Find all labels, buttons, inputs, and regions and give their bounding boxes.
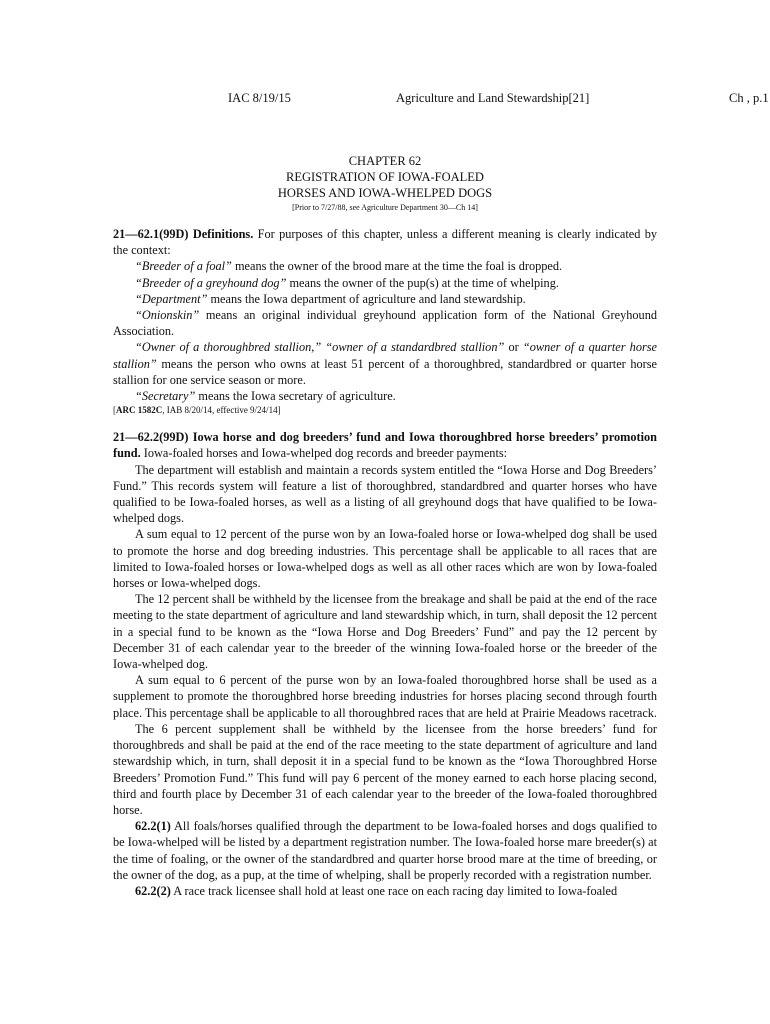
rule-62-2-paragraph-4: A sum equal to 6 percent of the purse won by an Iowa-foaled thoroughbred horse shall be used as a supplement to promote the thoroughbred horse breeding industries for horses placing second through fourth place. This percentage shall be applicable to all thoroughbred races that are held at Prairie Meadows racetrack. <box>113 673 658 720</box>
rule-62-1-heading: 21—62.1(99D) Definitions. <box>113 227 254 241</box>
chapter-title-block <box>113 153 657 214</box>
subrule-62-2-1: 62.2(1) All foals/horses qualified through the department to be Iowa-foaled horses and dogs qualified to be Iowa-whelped will be listed by a department registration number. The Iowa-foaled horse mare breeder(s) at the time of foaling, or the owner of the standardbred and quarter horse brood mare at the time of breeding, or the owner of the dog, as a pup, at the time of whelping, shall be properly recorded with a registration number. <box>113 819 657 882</box>
document-body <box>113 226 657 899</box>
header-page: Ch , p.1 <box>729 91 769 105</box>
rule-62-2-paragraph-5: The 6 percent supplement shall be withheld by the licensee from the horse breeders’ fund for thoroughbreds and shall be paid at the end of the race meeting to the state department of agriculture and land stewardship which, in turn, shall deposit it in a special fund to be known as the “Iowa Thoroughbred Horse Breeders’ Promotion Fund.” This fund will pay 6 percent of the money earned to each horse placing second, third and fourth place by December 31 of each calendar year to the breeder of the Iowa-foaled thoroughbred horse. <box>113 721 657 817</box>
chapter-title-line-2: HORSES AND IOWA-WHELPED DOGS <box>277 186 493 200</box>
header-date: IAC 8/19/15 <box>228 91 291 105</box>
chapter-history-note: [Prior to 7/27/88, see Agriculture Department 30—Ch 14] <box>292 203 478 212</box>
definition-owner-of-stallion: “Owner of a thoroughbred stallion,” “owner of a standardbred stallion” or “owner of a quarter horse stallion” means the person who owns at least 51 percent of a thoroughbred, standardbred or quarter horse stallion for one service season or more. <box>113 340 657 387</box>
chapter-number: CHAPTER 62 <box>348 154 422 168</box>
rule-62-2-paragraph-2: A sum equal to 12 percent of the purse won by an Iowa-foaled horse or Iowa-whelped dog shall be used to promote the horse and dog breeding industries. This percentage shall be applicable to all races that are limited to Iowa-foaled horses or Iowa-whelped dogs as well as all other races which are won by Iowa-foaled horses or Iowa-whelped dogs. <box>113 527 657 591</box>
definition-secretary: “Secretary” means the Iowa secretary of agriculture. <box>135 389 396 404</box>
chapter-title-line-1: REGISTRATION OF IOWA-FOALED <box>286 170 484 184</box>
rule-62-1-source-note: [ARC 1582C, IAB 8/20/14, effective 9/24/14] <box>113 405 281 416</box>
subrule-62-2-2: 62.2(2) A race track licensee shall hold at least one race on each racing day limited to Iowa-foaled <box>135 883 618 898</box>
rule-62-2-intro: 21—62.2(99D) Iowa horse and dog breeders’ fund and Iowa thoroughbred horse breeders’ promotion fund. Iowa-foaled horses and Iowa-whelped dog records and breeder payments: <box>113 430 657 461</box>
definition-department: “Department” means the Iowa department of agriculture and land stewardship. <box>135 291 526 306</box>
header-agency: Agriculture and Land Stewardship[21] <box>396 91 590 105</box>
rule-62-2-heading: 21—62.2(99D) Iowa horse and dog breeders’ fund and Iowa thoroughbred horse breeders’ promotion fund. <box>113 430 657 461</box>
definition-breeder-of-foal: “Breeder of a foal” means the owner of the brood mare at the time the foal is dropped. <box>135 259 563 274</box>
rule-62-2-paragraph-1: The department will establish and maintain a records system entitled the “Iowa Horse and Dog Breeders’ Fund.” This records system will feature a list of thoroughbred, standardbred and quarter horses who have qualified to be Iowa-foaled horses, as well as a listing of all greyhound dogs that have qualified to be Iowa-whelped dogs. <box>113 462 657 526</box>
definition-onionskin: “Onionskin” means an original individual greyhound application form of the National Greyhound Association. <box>113 308 657 339</box>
definition-breeder-of-dog: “Breeder of a greyhound dog” means the owner of the pup(s) at the time of whelping. <box>135 275 559 290</box>
rule-62-2-paragraph-3: The 12 percent shall be withheld by the licensee from the breakage and shall be paid at the end of the race meeting to the state department of agriculture and land stewardship which, in turn, shall deposit the 12 percent in a special fund to be known as the “Iowa Horse and Dog Breeders’ Fund” and pay the 12 percent by December 31 of each calendar year to the breeder of the winning Iowa-foaled horse or the breeder of the Iowa-whelped dog. <box>113 592 657 672</box>
rule-62-1-intro: 21—62.1(99D) Definitions. For purposes of this chapter, unless a different meaning is clearly indicated by the context: <box>113 227 657 258</box>
